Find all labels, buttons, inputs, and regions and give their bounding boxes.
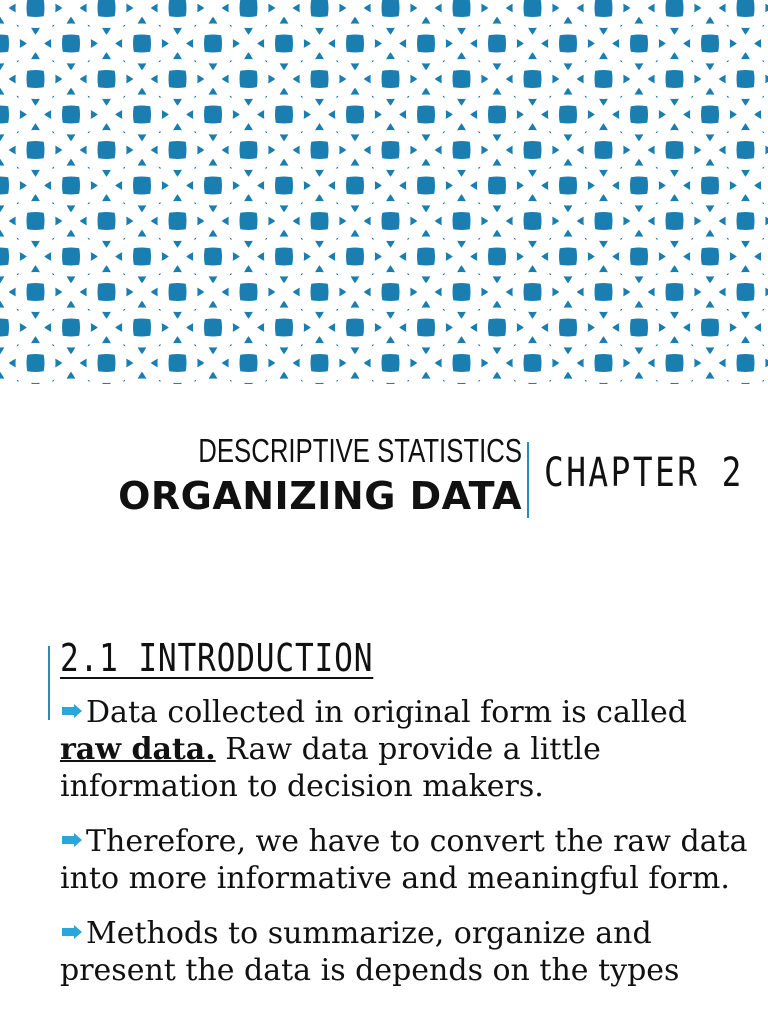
arrow-bullet-icon [60, 925, 84, 939]
bullet-text-cont: Raw data provide a little information to decision makers. [60, 732, 601, 804]
title-divider [527, 442, 529, 518]
bullet-item [60, 694, 750, 805]
circle-pattern [0, 0, 768, 384]
bullet-text: Data collected in original form is called [86, 695, 688, 730]
bullet-text: Methods to summarize, organize and present the data is depends on the types [60, 916, 680, 988]
arrow-bullet-icon [60, 833, 84, 847]
arrow-bullet-icon [60, 704, 84, 718]
bullet-text: Therefore, we have to convert the raw data into more informative and meaningful form. [60, 824, 748, 896]
section-accent-bar [48, 646, 50, 720]
raw-data-term: raw data. [60, 732, 216, 767]
subtitle: DESCRIPTIVE STATISTICS [198, 432, 522, 469]
main-title: ORGANIZING DATA [118, 474, 522, 518]
chapter-label: CHAPTER 2 [544, 450, 744, 496]
bullet-item [60, 915, 750, 989]
bullet-list [60, 694, 750, 1007]
section-title: 2.1 INTRODUCTION [60, 636, 374, 680]
bullet-item [60, 823, 750, 897]
pattern-banner [0, 0, 768, 384]
